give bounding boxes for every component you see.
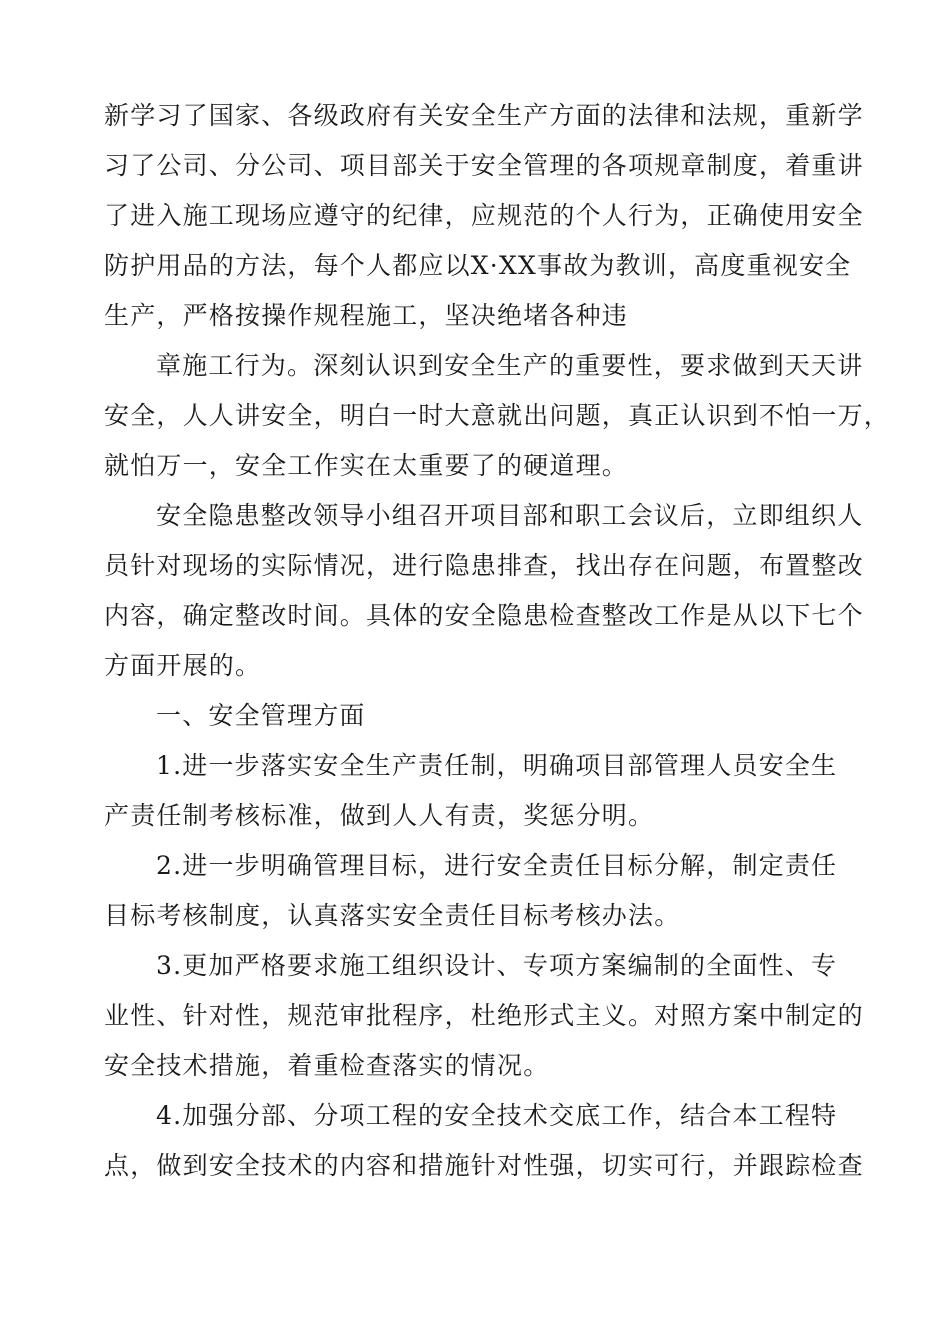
text-line: 生产，严格按操作规程施工，坚决绝堵各种违 xyxy=(104,301,629,330)
text-line: 方面开展的。 xyxy=(104,651,262,680)
text-line: 习了公司、分公司、项目部关于安全管理的各项规章制度，着重讲 xyxy=(104,151,864,180)
section-heading: 一、安全管理方面 xyxy=(156,701,366,730)
list-item: 3.更加严格要求施工组织设计、专项方案编制的全面性、专 xyxy=(156,951,838,980)
list-item: 4.加强分部、分项工程的安全技术交底工作，结合本工程特 xyxy=(156,1101,838,1130)
text-line: 新学习了国家、各级政府有关安全生产方面的法律和法规，重新学 xyxy=(104,101,864,130)
paragraph-start: 安全隐患整改领导小组召开项目部和职工会议后，立即组织人 xyxy=(156,501,864,530)
text-line: 了进入施工现场应遵守的纪律，应规范的个人行为，正确使用安全 xyxy=(104,201,864,230)
text-line: 产责任制考核标准，做到人人有责，奖惩分明。 xyxy=(104,801,655,830)
text-line: 员针对现场的实际情况，进行隐患排查，找出存在问题，布置整改 xyxy=(104,551,864,580)
text-line: 点，做到安全技术的内容和措施针对性强，切实可行，并跟踪检查 xyxy=(104,1151,864,1180)
list-item: 2.进一步明确管理目标，进行安全责任目标分解，制定责任 xyxy=(156,851,838,880)
list-item: 1.进一步落实安全生产责任制，明确项目部管理人员安全生 xyxy=(156,751,838,780)
text-line: 安全技术措施，着重检查落实的情况。 xyxy=(104,1051,550,1080)
text-line: 内容，确定整改时间。具体的安全隐患检查整改工作是从以下七个 xyxy=(104,601,864,630)
text-line: 业性、针对性，规范审批程序，杜绝形式主义。对照方案中制定的 xyxy=(104,1001,864,1030)
text-line: 安全，人人讲安全，明白一时大意就出问题，真正认识到不怕一万， xyxy=(104,401,891,430)
text-line: 防护用品的方法，每个人都应以X·XX事故为教训，高度重视安全 xyxy=(104,251,852,280)
paragraph-start: 章施工行为。深刻认识到安全生产的重要性，要求做到天天讲 xyxy=(156,351,864,380)
text-line: 就怕万一，安全工作实在太重要了的硬道理。 xyxy=(104,451,629,480)
text-line: 目标考核制度，认真落实安全责任目标考核办法。 xyxy=(104,901,681,930)
